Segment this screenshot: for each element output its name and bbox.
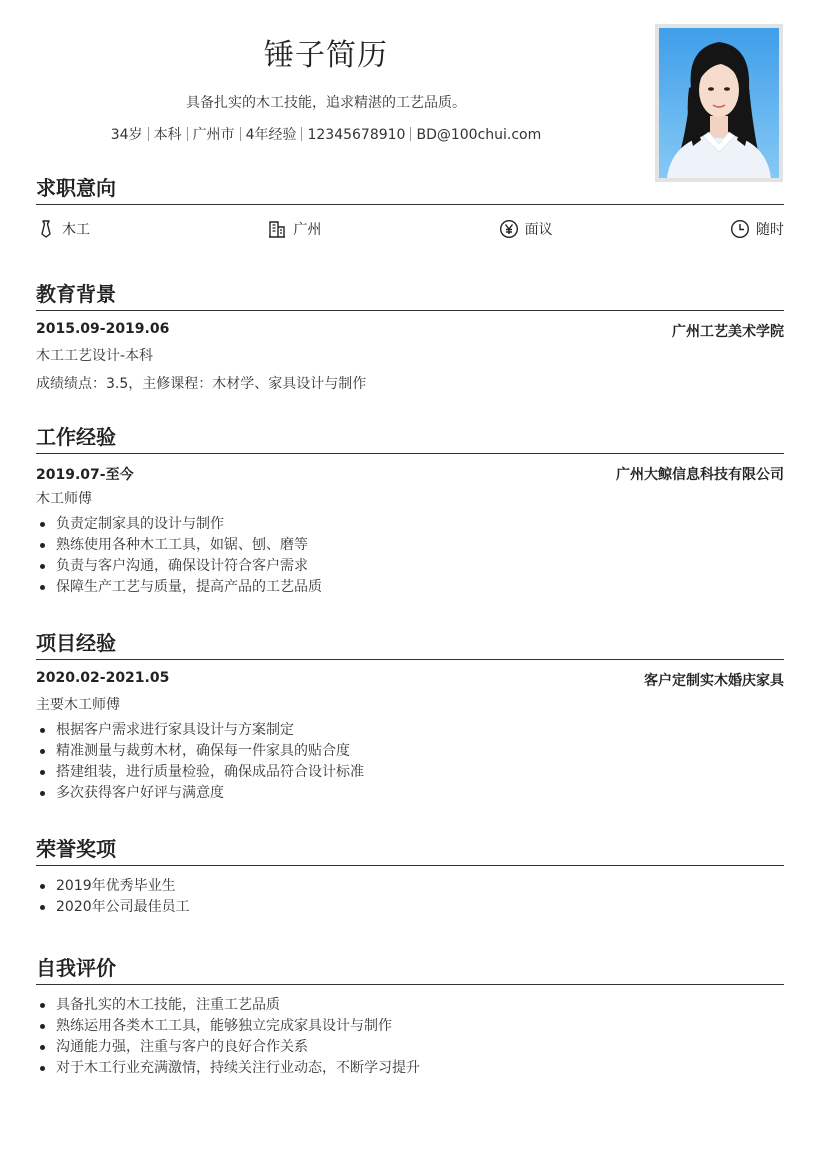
list-item: 熟练运用各类木工工具，能够独立完成家具设计与制作: [56, 1016, 784, 1037]
info-phone: 12345678910: [307, 127, 406, 143]
section-project: [36, 627, 784, 804]
list-item: 多次获得客户好评与满意度: [56, 783, 784, 804]
work-date: 2019.07-至今: [36, 467, 134, 483]
intent-availability: [730, 219, 784, 239]
list-item: 负责与客户沟通，确保设计符合客户需求: [56, 556, 784, 577]
education-major: 木工工艺设计-本科: [36, 348, 154, 364]
list-item: 根据客户需求进行家具设计与方案制定: [56, 720, 784, 741]
section-honors: [36, 833, 784, 918]
list-item: 2020年公司最佳员工: [56, 897, 784, 918]
list-item: 2019年优秀毕业生: [56, 876, 784, 897]
list-item: 熟练使用各种木工工具，如锯、刨、磨等: [56, 535, 784, 556]
work-list: [36, 514, 784, 598]
tie-icon: [36, 219, 56, 239]
intent-position-label: 木工: [62, 222, 90, 238]
intent-position: [36, 219, 90, 239]
section-title: 求职意向: [36, 172, 784, 205]
education-school: 广州工艺美术学院: [672, 324, 784, 340]
resume-title: 锤子简历: [264, 38, 388, 73]
personal-info: [36, 124, 616, 144]
list-item: 保障生产工艺与质量，提高产品的工艺品质: [56, 577, 784, 598]
self-list: [36, 995, 784, 1079]
project-row: [36, 670, 784, 690]
divider: [240, 127, 241, 141]
honors-list: [36, 876, 784, 918]
section-intent: [36, 172, 784, 239]
list-item: 沟通能力强，注重与客户的良好合作关系: [56, 1037, 784, 1058]
work-company: 广州大鲸信息科技有限公司: [616, 467, 784, 483]
section-work: [36, 421, 784, 598]
info-experience: 4年经验: [245, 127, 297, 143]
list-item: 精准测量与裁剪木材，确保每一件家具的贴合度: [56, 741, 784, 762]
work-row: [36, 464, 784, 484]
education-date: 2015.09-2019.06: [36, 321, 170, 337]
intent-city-label: 广州: [293, 222, 322, 238]
section-education: [36, 278, 784, 393]
section-title: 荣誉奖项: [36, 833, 784, 866]
resume-subtitle: 具备扎实的木工技能，追求精湛的工艺品质。: [186, 95, 466, 111]
education-detail: 成绩绩点：3.5，主修课程：木材学、家具设计与制作: [36, 376, 367, 392]
education-row: [36, 321, 784, 341]
project-list: [36, 720, 784, 804]
list-item: 对于木工行业充满激情，持续关注行业动态，不断学习提升: [56, 1058, 784, 1079]
intent-availability-label: 随时: [755, 222, 784, 238]
list-item: 具备扎实的木工技能，注重工艺品质: [56, 995, 784, 1016]
clock-icon: [730, 219, 750, 239]
section-title: 教育背景: [36, 278, 784, 311]
intent-salary-label: 面议: [524, 222, 553, 238]
intent-salary: [499, 219, 553, 239]
project-date: 2020.02-2021.05: [36, 670, 170, 686]
yen-icon: [499, 219, 519, 239]
section-title: 项目经验: [36, 627, 784, 660]
building-icon: [267, 219, 287, 239]
info-email: BD@100chui.com: [416, 127, 542, 143]
divider: [187, 127, 188, 141]
info-age: 34岁: [110, 127, 143, 143]
section-self-evaluation: [36, 952, 784, 1079]
section-title: 自我评价: [36, 952, 784, 985]
list-item: 搭建组装，进行质量检验，确保成品符合设计标准: [56, 762, 784, 783]
project-name: 客户定制实木婚庆家具: [644, 673, 784, 689]
info-degree: 本科: [153, 127, 182, 143]
info-city: 广州市: [192, 127, 235, 143]
section-title: 工作经验: [36, 421, 784, 454]
divider: [410, 127, 411, 141]
list-item: 负责定制家具的设计与制作: [56, 514, 784, 535]
profile-photo: [655, 24, 783, 182]
intent-city: [267, 219, 321, 239]
resume-header: [36, 24, 616, 144]
intent-row: [36, 219, 784, 239]
divider: [148, 127, 149, 141]
divider: [301, 127, 302, 141]
work-role: 木工师傅: [36, 491, 92, 507]
project-role: 主要木工师傅: [36, 697, 120, 713]
